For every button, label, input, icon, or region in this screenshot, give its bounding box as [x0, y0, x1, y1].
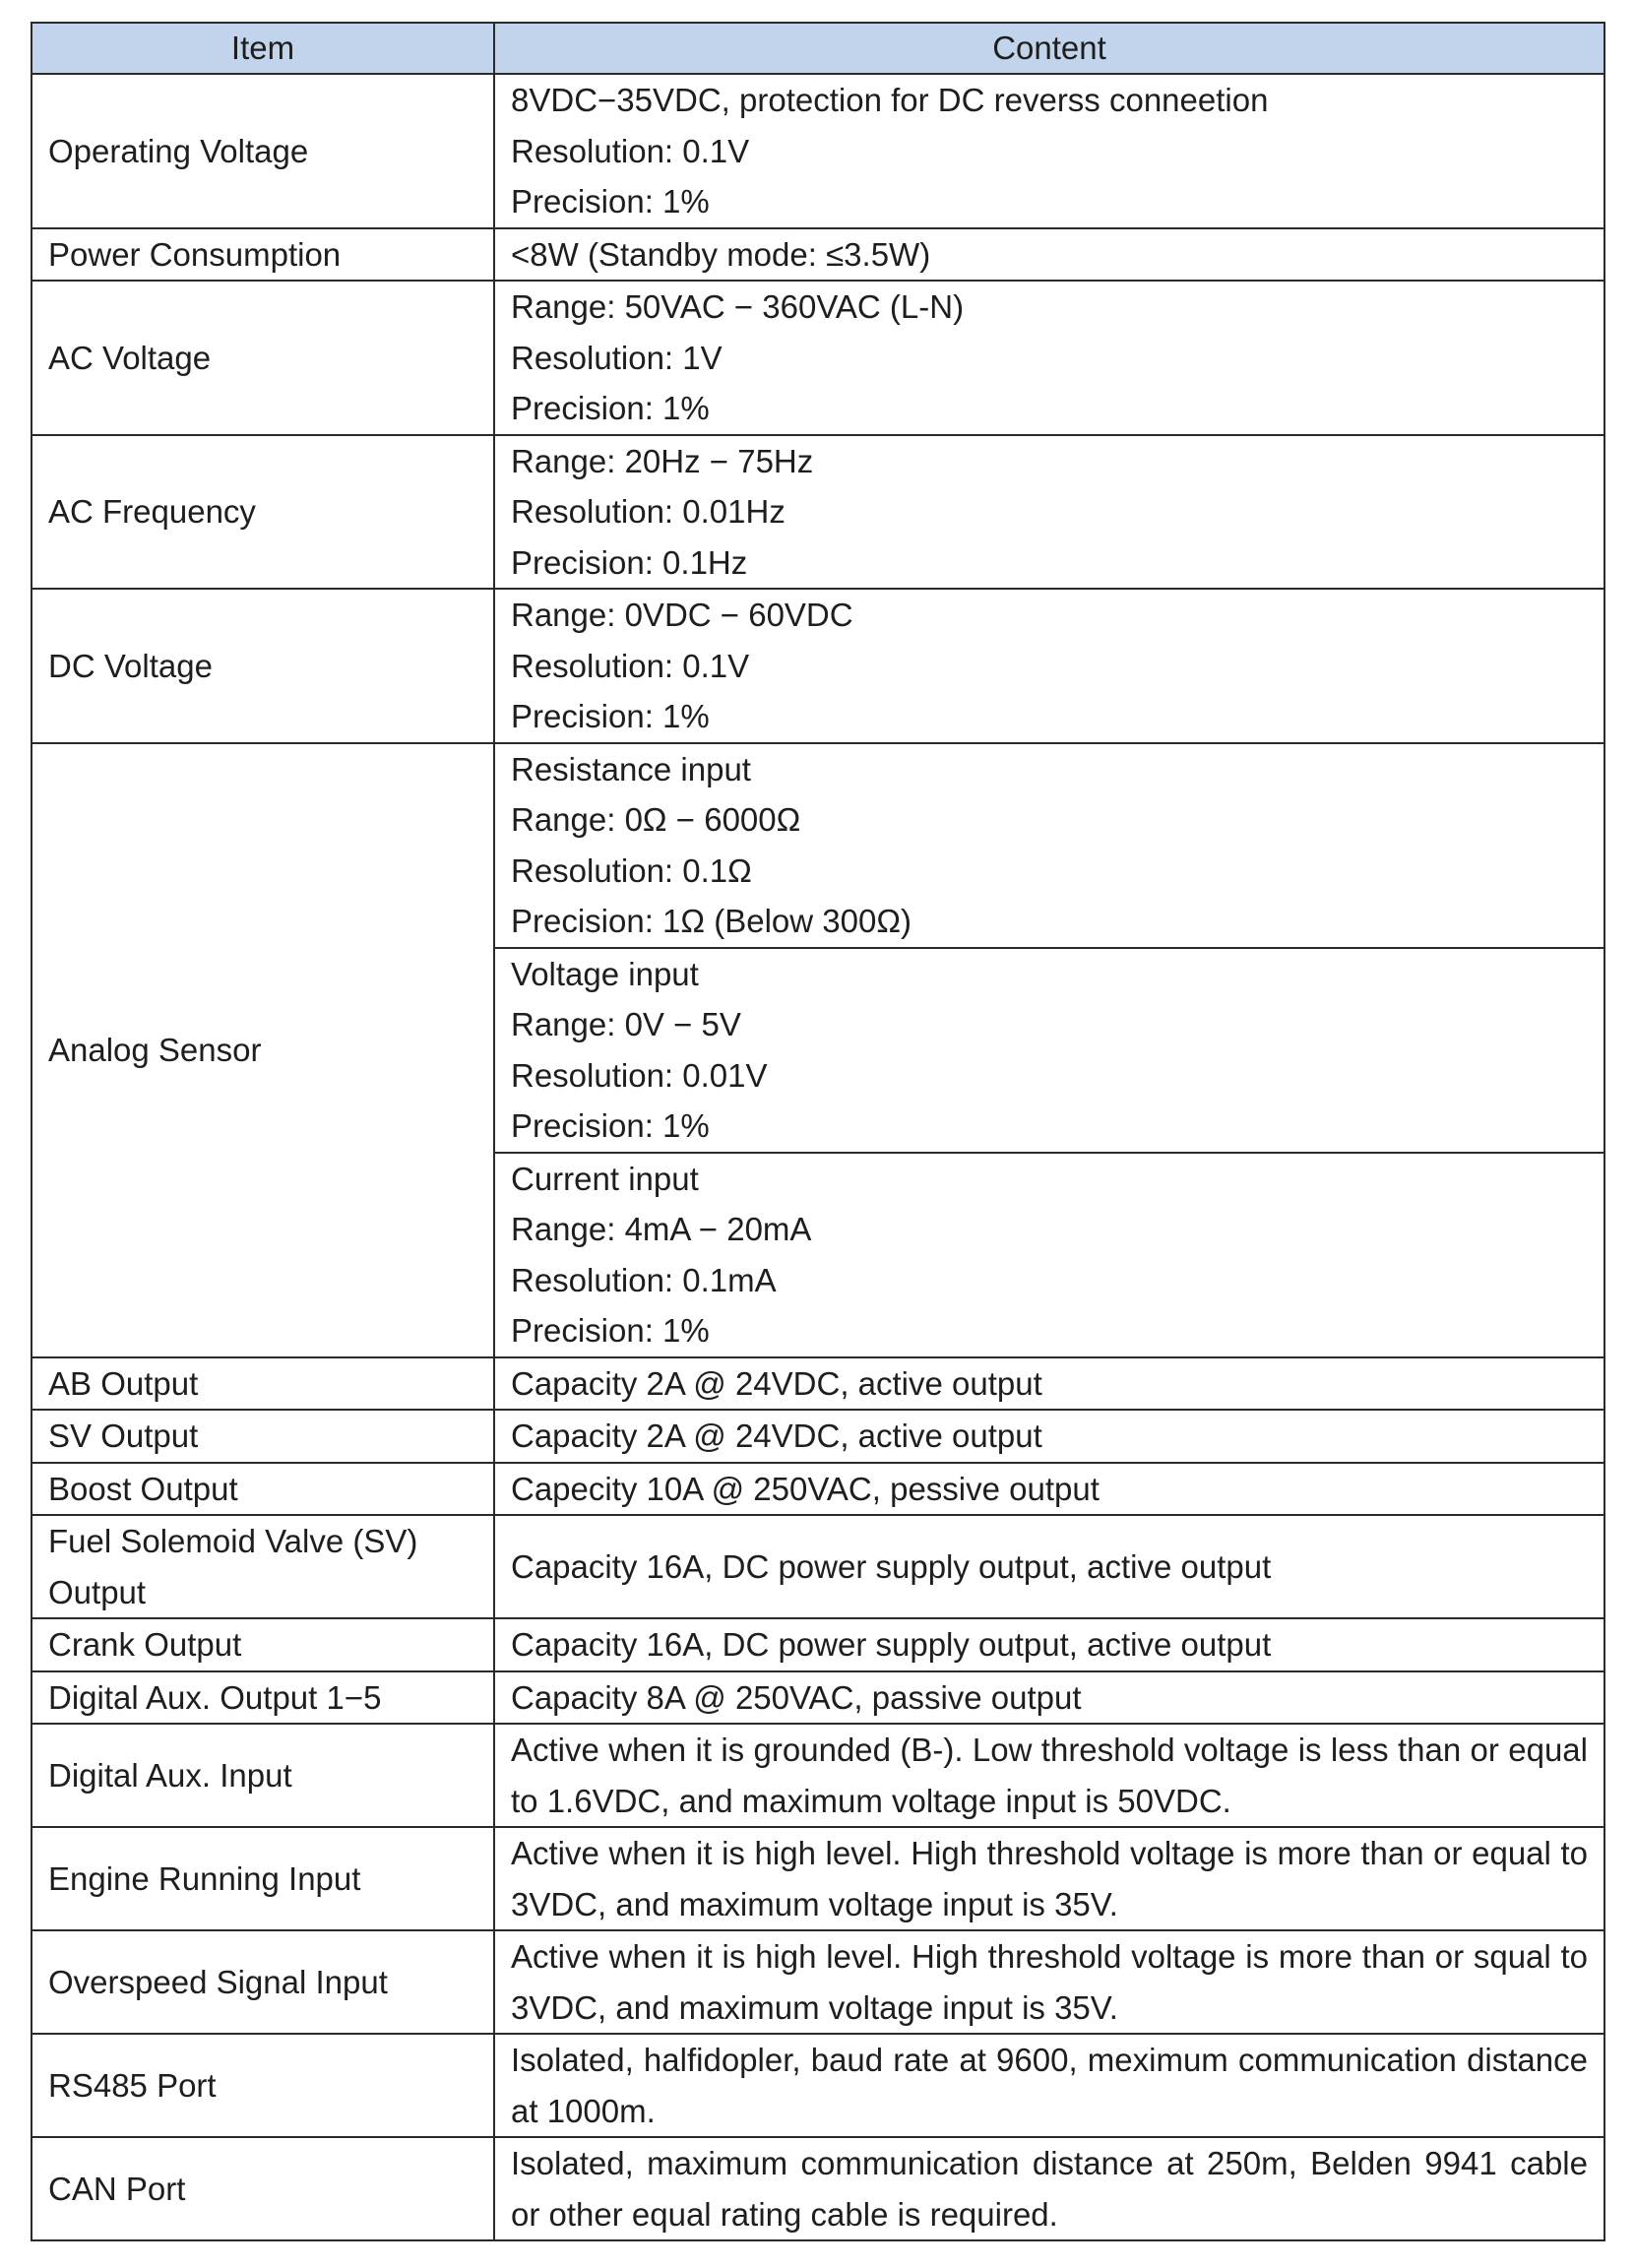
content-cell	[494, 228, 1604, 282]
content-cell: Active when it is high level. High threshold voltage is more than or equal to 3VDC, and maximum voltage input is 35V.	[494, 1827, 1604, 1930]
content-line: Precision: 1%	[511, 390, 710, 426]
item-cell: Analog Sensor	[31, 743, 494, 1357]
spec-table	[31, 22, 1605, 2241]
item-cell: AC Frequency	[31, 435, 494, 590]
content-line: Range: 0VDC − 60VDC	[511, 597, 853, 633]
table-row	[31, 281, 1604, 435]
content-line: Range: 50VAC − 360VAC (L-N)	[511, 288, 965, 325]
item-cell: AB Output	[31, 1357, 494, 1411]
content-cell	[494, 1357, 1604, 1411]
table-row	[31, 228, 1604, 282]
content-line: Precision: 1Ω (Below 300Ω)	[511, 903, 912, 939]
content-line: Capacity 2A @ 24VDC, active output	[511, 1418, 1042, 1454]
item-cell: Digital Aux. Input	[31, 1724, 494, 1827]
content-cell	[494, 74, 1604, 228]
content-line: Voltage input	[511, 955, 699, 992]
content-line: Resistance input	[511, 750, 751, 788]
content-line: Precision: 1%	[511, 698, 710, 734]
content-line: Capacity 16A, DC power supply output, active output	[511, 1626, 1272, 1663]
header-row	[31, 23, 1604, 74]
content-line: 8VDC−35VDC, protection for DC reverss conneetion	[511, 82, 1269, 118]
content-line: Resolution: 0.1mA	[511, 1261, 777, 1298]
content-cell	[494, 281, 1604, 435]
content-cell	[494, 1410, 1604, 1463]
item-cell: RS485 Port	[31, 2034, 494, 2137]
content-line: Range: 4mA − 20mA	[511, 1211, 812, 1247]
item-cell: Power Consumption	[31, 228, 494, 282]
content-line: Resolution: 0.1V	[511, 647, 750, 684]
table-row	[31, 1357, 1604, 1411]
content-line: Precision: 0.1Hz	[511, 543, 748, 581]
content-line: <8W (Standby mode: ≤3.5W)	[511, 235, 931, 273]
table-row	[31, 435, 1604, 590]
content-cell	[494, 1618, 1604, 1671]
content-line: Resolution: 0.1V	[511, 132, 750, 169]
item-cell: Fuel Solemoid Valve (SV) Output	[31, 1515, 494, 1618]
item-cell: DC Voltage	[31, 589, 494, 743]
content-cell	[494, 1153, 1604, 1357]
content-line: Resolution: 1V	[511, 339, 723, 376]
table-row	[31, 2034, 1604, 2137]
item-cell: AC Voltage	[31, 281, 494, 435]
content-cell	[494, 435, 1604, 590]
content-line: Current input	[511, 1160, 699, 1197]
content-cell: Active when it is grounded (B-). Low threshold voltage is less than or equal to 1.6VDC, and maximum voltage input is 50VDC.	[494, 1724, 1604, 1827]
content-line: Capacity 16A, DC power supply output, active output	[511, 1547, 1272, 1585]
item-cell: Digital Aux. Output 1−5	[31, 1671, 494, 1725]
content-line: Range: 0Ω − 6000Ω	[511, 801, 801, 838]
content-line: Resolution: 0.1Ω	[511, 851, 752, 889]
content-line: Precision: 1%	[511, 183, 710, 220]
content-cell	[494, 743, 1604, 948]
item-cell: CAN Port	[31, 2137, 494, 2240]
table-row	[31, 743, 1604, 948]
table-row	[31, 1515, 1604, 1618]
content-line: Capecity 10A @ 250VAC, pessive output	[511, 1470, 1100, 1507]
table-row	[31, 1463, 1604, 1516]
table-row	[31, 2137, 1604, 2240]
content-line: Resolution: 0.01V	[511, 1056, 768, 1094]
content-line: Resolution: 0.01Hz	[511, 493, 786, 530]
header-content: Content	[494, 23, 1604, 74]
item-cell: Overspeed Signal Input	[31, 1930, 494, 2034]
item-cell: Engine Running Input	[31, 1827, 494, 1930]
table-row	[31, 1618, 1604, 1671]
content-cell	[494, 948, 1604, 1153]
content-cell	[494, 1515, 1604, 1618]
table-row	[31, 589, 1604, 743]
table-row	[31, 74, 1604, 228]
header-item: Item	[31, 23, 494, 74]
content-line: Precision: 1%	[511, 1107, 710, 1144]
content-line: Range: 20Hz − 75Hz	[511, 442, 814, 479]
content-line: Capacity 2A @ 24VDC, active output	[511, 1364, 1042, 1402]
table-header	[31, 23, 1604, 74]
content-cell: Isolated, maximum communication distance at 250m, Belden 9941 cable or other equal rating cable is required.	[494, 2137, 1604, 2240]
table-row	[31, 1827, 1604, 1930]
content-cell: Active when it is high level. High threshold voltage is more than or squal to 3VDC, and maximum voltage input is 35V.	[494, 1930, 1604, 2034]
content-cell	[494, 1463, 1604, 1516]
content-cell	[494, 1671, 1604, 1725]
content-line: Precision: 1%	[511, 1312, 710, 1349]
content-line: Range: 0V − 5V	[511, 1006, 741, 1042]
table-row	[31, 1724, 1604, 1827]
content-cell: Isolated, halfidopler, baud rate at 9600, meximum communication distance at 1000m.	[494, 2034, 1604, 2137]
item-cell: Boost Output	[31, 1463, 494, 1516]
content-line: Capacity 8A @ 250VAC, passive output	[511, 1678, 1082, 1716]
content-cell	[494, 589, 1604, 743]
table-row	[31, 1410, 1604, 1463]
item-cell: SV Output	[31, 1410, 494, 1463]
item-cell: Crank Output	[31, 1618, 494, 1671]
table-body	[31, 74, 1604, 2240]
table-row	[31, 1930, 1604, 2034]
item-cell: Operating Voltage	[31, 74, 494, 228]
table-row	[31, 1671, 1604, 1725]
